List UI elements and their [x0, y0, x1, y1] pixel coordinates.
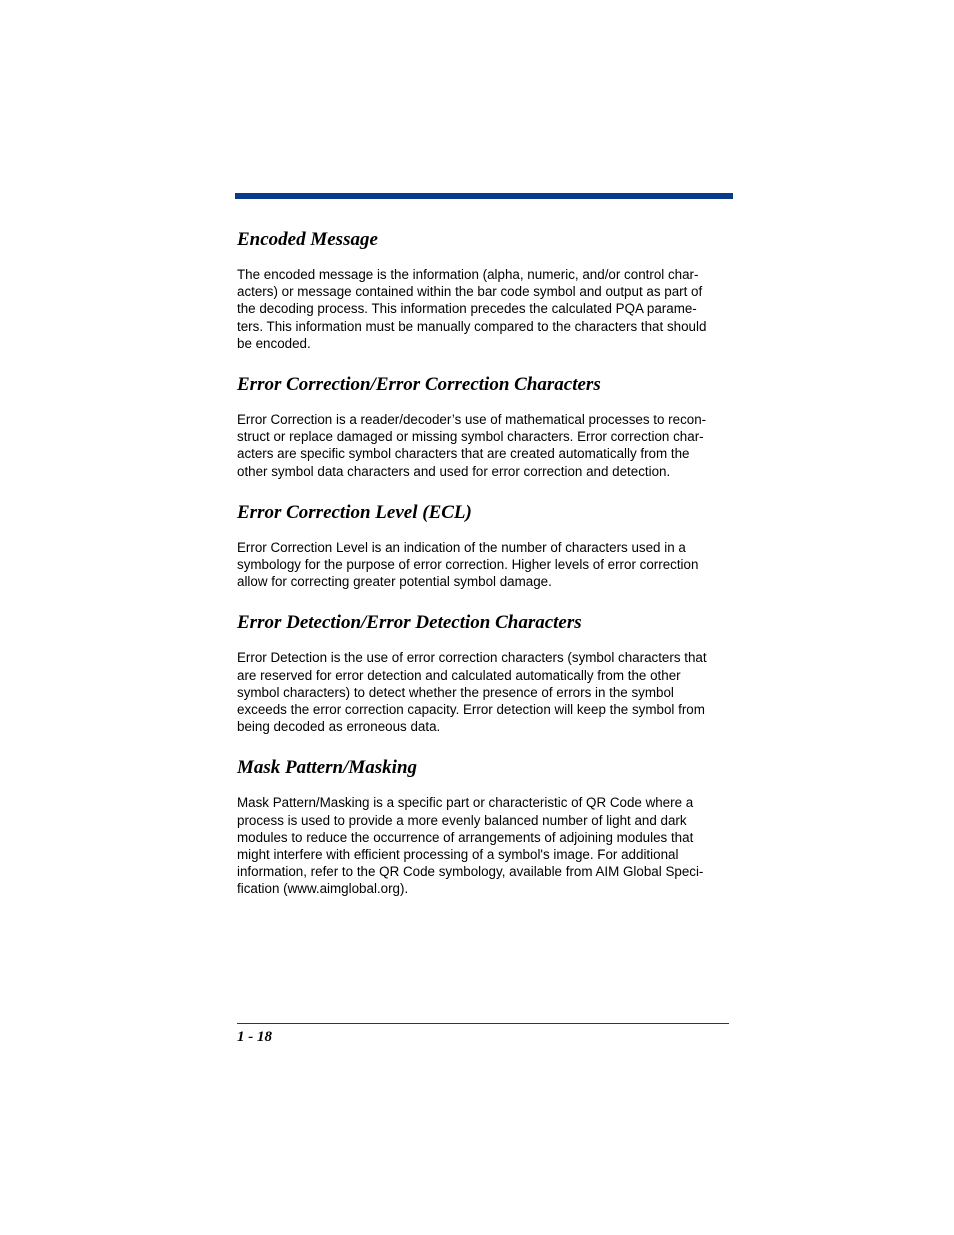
section-error-correction-level [237, 501, 731, 591]
section-heading: Error Correction/Error Correction Characters [237, 374, 601, 396]
section-heading: Encoded Message [237, 229, 378, 250]
section-heading: Mask Pattern/Masking [237, 757, 418, 779]
page-content [237, 228, 731, 919]
section-body: The encoded message is the information (alpha, numeric, and/or control char- acters) or message contained within the bar code symbol and output as part of the decoding process. This information precedes the calculated PQA parame- ters. This information must be manually compared to the characters that should be encoded. [237, 267, 707, 351]
section-body: Mask Pattern/Masking is a specific part or characteristic of QR Code where a process is used to provide a more evenly balanced number of light and dark modules to reduce the occurrence of arrangements of adjoining modules that might interfere with efficient processing of a symbol's image. For additional information, refer to the QR Code symbology, available from AIM Global Speci- fication (www.aimglobal.org). [237, 795, 704, 897]
footer-rule [237, 1023, 729, 1024]
section-heading: Error Correction Level (ECL) [237, 501, 472, 523]
section-body: Error Detection is the use of error correction characters (symbol characters that are reserved for error detection and calculated automatically from the other symbol characters) to detect whether the presence of errors in the symbol exceeds the error correction capacity. Error detection will keep the symbol from being decoded as erroneous data. [237, 650, 707, 735]
section-error-detection-characters [237, 611, 731, 735]
section-mask-pattern [237, 756, 731, 897]
section-error-correction-characters [237, 373, 731, 480]
page-number: 1 - 18 [237, 1029, 272, 1045]
header-rule [235, 193, 733, 199]
section-encoded-message [237, 228, 731, 352]
section-heading: Error Detection/Error Detection Characters [237, 612, 582, 634]
section-body: Error Correction is a reader/decoder’s use of mathematical processes to recon- struct or replace damaged or missing symbol characters. Error correction char- acters are specific symbol characters that are created automatically from the other symbol data characters and used for error correction and detection. [237, 412, 707, 479]
section-body: Error Correction Level is an indication of the number of characters used in a symbology for the purpose of error correction. Higher levels of error correction allow for correcting greater potential symbol damage. [237, 539, 699, 590]
